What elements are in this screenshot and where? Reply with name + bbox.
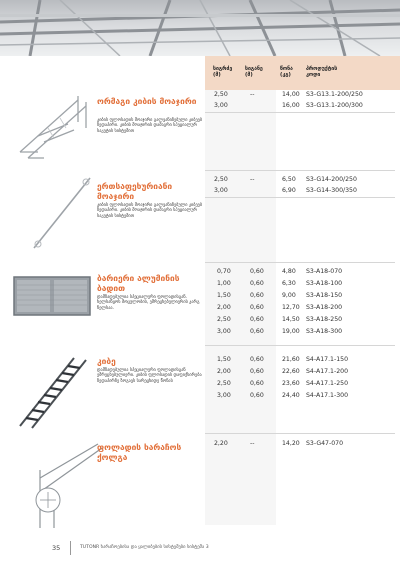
double-stair-railing-image: [8, 92, 96, 164]
weight-cell: 9,00: [282, 292, 296, 299]
header-length: სიგრძე (მ): [213, 66, 233, 78]
length-cell: 2,00: [217, 304, 231, 311]
width-cell: --: [250, 440, 255, 447]
product-title: ფოლადის ხარაჩოს ქოლგა: [97, 442, 182, 462]
row-divider: [205, 112, 395, 113]
width-cell: 0,60: [250, 304, 264, 311]
header-width: სიგანე (მ): [245, 66, 263, 78]
code-cell: S3-G14-200/250: [306, 176, 357, 183]
width-cell: 0,60: [250, 380, 264, 387]
header-weight: წონა (კგ): [280, 66, 293, 78]
weight-cell: 19,00: [282, 328, 300, 335]
code-cell: S3-A18-070: [306, 268, 343, 275]
width-cell: 0,60: [250, 392, 264, 399]
length-cell: 2,50: [214, 91, 228, 98]
length-cell: 3,00: [217, 392, 231, 399]
scaffold-photo-banner: [0, 0, 400, 56]
weight-cell: 22,60: [282, 368, 300, 375]
code-cell: S3-G13.1-200/300: [306, 102, 363, 109]
length-cell: 3,00: [217, 328, 231, 335]
mesh-barrier-image: [12, 275, 92, 317]
width-cell: 0,60: [250, 328, 264, 335]
code-cell: S3-A18-100: [306, 280, 343, 287]
section-divider: [205, 262, 395, 263]
weight-cell: 14,50: [282, 316, 300, 323]
length-cell: 3,00: [214, 187, 228, 194]
length-cell: 1,50: [217, 292, 231, 299]
weight-cell: 14,00: [282, 91, 300, 98]
product-title: კიბე: [97, 356, 116, 366]
page-number: 35: [52, 544, 61, 552]
width-cell: 0,60: [250, 268, 264, 275]
code-cell: S3-A18-300: [306, 328, 343, 335]
code-cell: S4-A17.1-150: [306, 356, 349, 363]
scaffold-umbrella-image: [14, 440, 108, 532]
length-cell: 2,50: [217, 380, 231, 387]
code-cell: S3-G13.1-200/250: [306, 91, 363, 98]
length-cell: 2,50: [217, 316, 231, 323]
code-cell: S3-A18-150: [306, 292, 343, 299]
length-cell: 2,00: [217, 368, 231, 375]
section-divider: [205, 433, 395, 434]
product-title: ბარიერი ალუმინის ბადით: [97, 273, 180, 293]
code-cell: S3-G14-300/350: [306, 187, 357, 194]
weight-cell: 12,70: [282, 304, 300, 311]
code-cell: S4-A17.1-250: [306, 380, 349, 387]
single-step-railing-image: [28, 172, 98, 252]
product-description: კიბის ფლოსადის მოაჯირი გალვანიზებული კიბეებ ზედაპირი. კიბის მოაჯირის დამაგრი სპეციალურ საკეტის სისტემით: [97, 118, 203, 134]
code-cell: S4-A17.1-300: [306, 392, 349, 399]
width-cell: --: [250, 91, 255, 98]
weight-cell: 6,90: [282, 187, 296, 194]
product-description: დამზადებულია სპეციალური ფოლადისგან. ხელსაწყოს მოცულობის, ემრეცხებულიერის კარგ ნელსაა.: [97, 295, 200, 311]
width-cell: 0,60: [250, 292, 264, 299]
section-divider: [205, 345, 395, 346]
code-cell: S3-A18-200: [306, 304, 343, 311]
weight-cell: 16,00: [282, 102, 300, 109]
weight-cell: 21,60: [282, 356, 300, 363]
weight-cell: 23,60: [282, 380, 300, 387]
width-cell: 0,60: [250, 368, 264, 375]
footer-text: TUTONR ხარაჩოებისა და ყალიბების სისტემები სისტემა 3: [80, 545, 209, 550]
header-code: პროდუქტის კოდი: [306, 66, 338, 78]
length-cell: 1,50: [217, 356, 231, 363]
footer-divider: [70, 541, 71, 555]
length-cell: 3,00: [214, 102, 228, 109]
length-cell: 2,20: [214, 440, 228, 447]
weight-cell: 14,20: [282, 440, 300, 447]
length-cell: 1,00: [217, 280, 231, 287]
weight-cell: 4,80: [282, 268, 296, 275]
width-cell: --: [250, 176, 255, 183]
code-cell: S3-A18-250: [306, 316, 343, 323]
weight-cell: 24,40: [282, 392, 300, 399]
section-divider: [205, 170, 395, 171]
width-cell: 0,60: [250, 356, 264, 363]
product-title: ერთსაფეხურიანი მოაჯირი: [97, 181, 173, 201]
column-highlight: [205, 90, 276, 525]
weight-cell: 6,50: [282, 176, 296, 183]
product-description: დამზადებულია სპეციალური ფოლადისგან ემრეცხებულიერი. კიბის ფლოსადის დაფიქსირება ზედაპირზე ზოგავს სარეცხიდე წონას: [97, 368, 202, 384]
code-cell: S3-G47-070: [306, 440, 344, 447]
product-description: კიბის ფლოსადის მოაჯირი გალვანიზებული კიბეებ ზედაპირი. კიბის მოაჯირის დამაგრი სპეციალურ საკეტის სისტემით: [97, 203, 203, 219]
stair-image: [14, 352, 98, 430]
width-cell: 0,60: [250, 280, 264, 287]
length-cell: 0,70: [217, 268, 231, 275]
code-cell: S4-A17.1-200: [306, 368, 349, 375]
length-cell: 2,50: [214, 176, 228, 183]
row-divider: [205, 197, 395, 198]
width-cell: 0,60: [250, 316, 264, 323]
product-title: ორმაგი კიბის მოაჯირი: [97, 96, 197, 106]
weight-cell: 6,30: [282, 280, 296, 287]
